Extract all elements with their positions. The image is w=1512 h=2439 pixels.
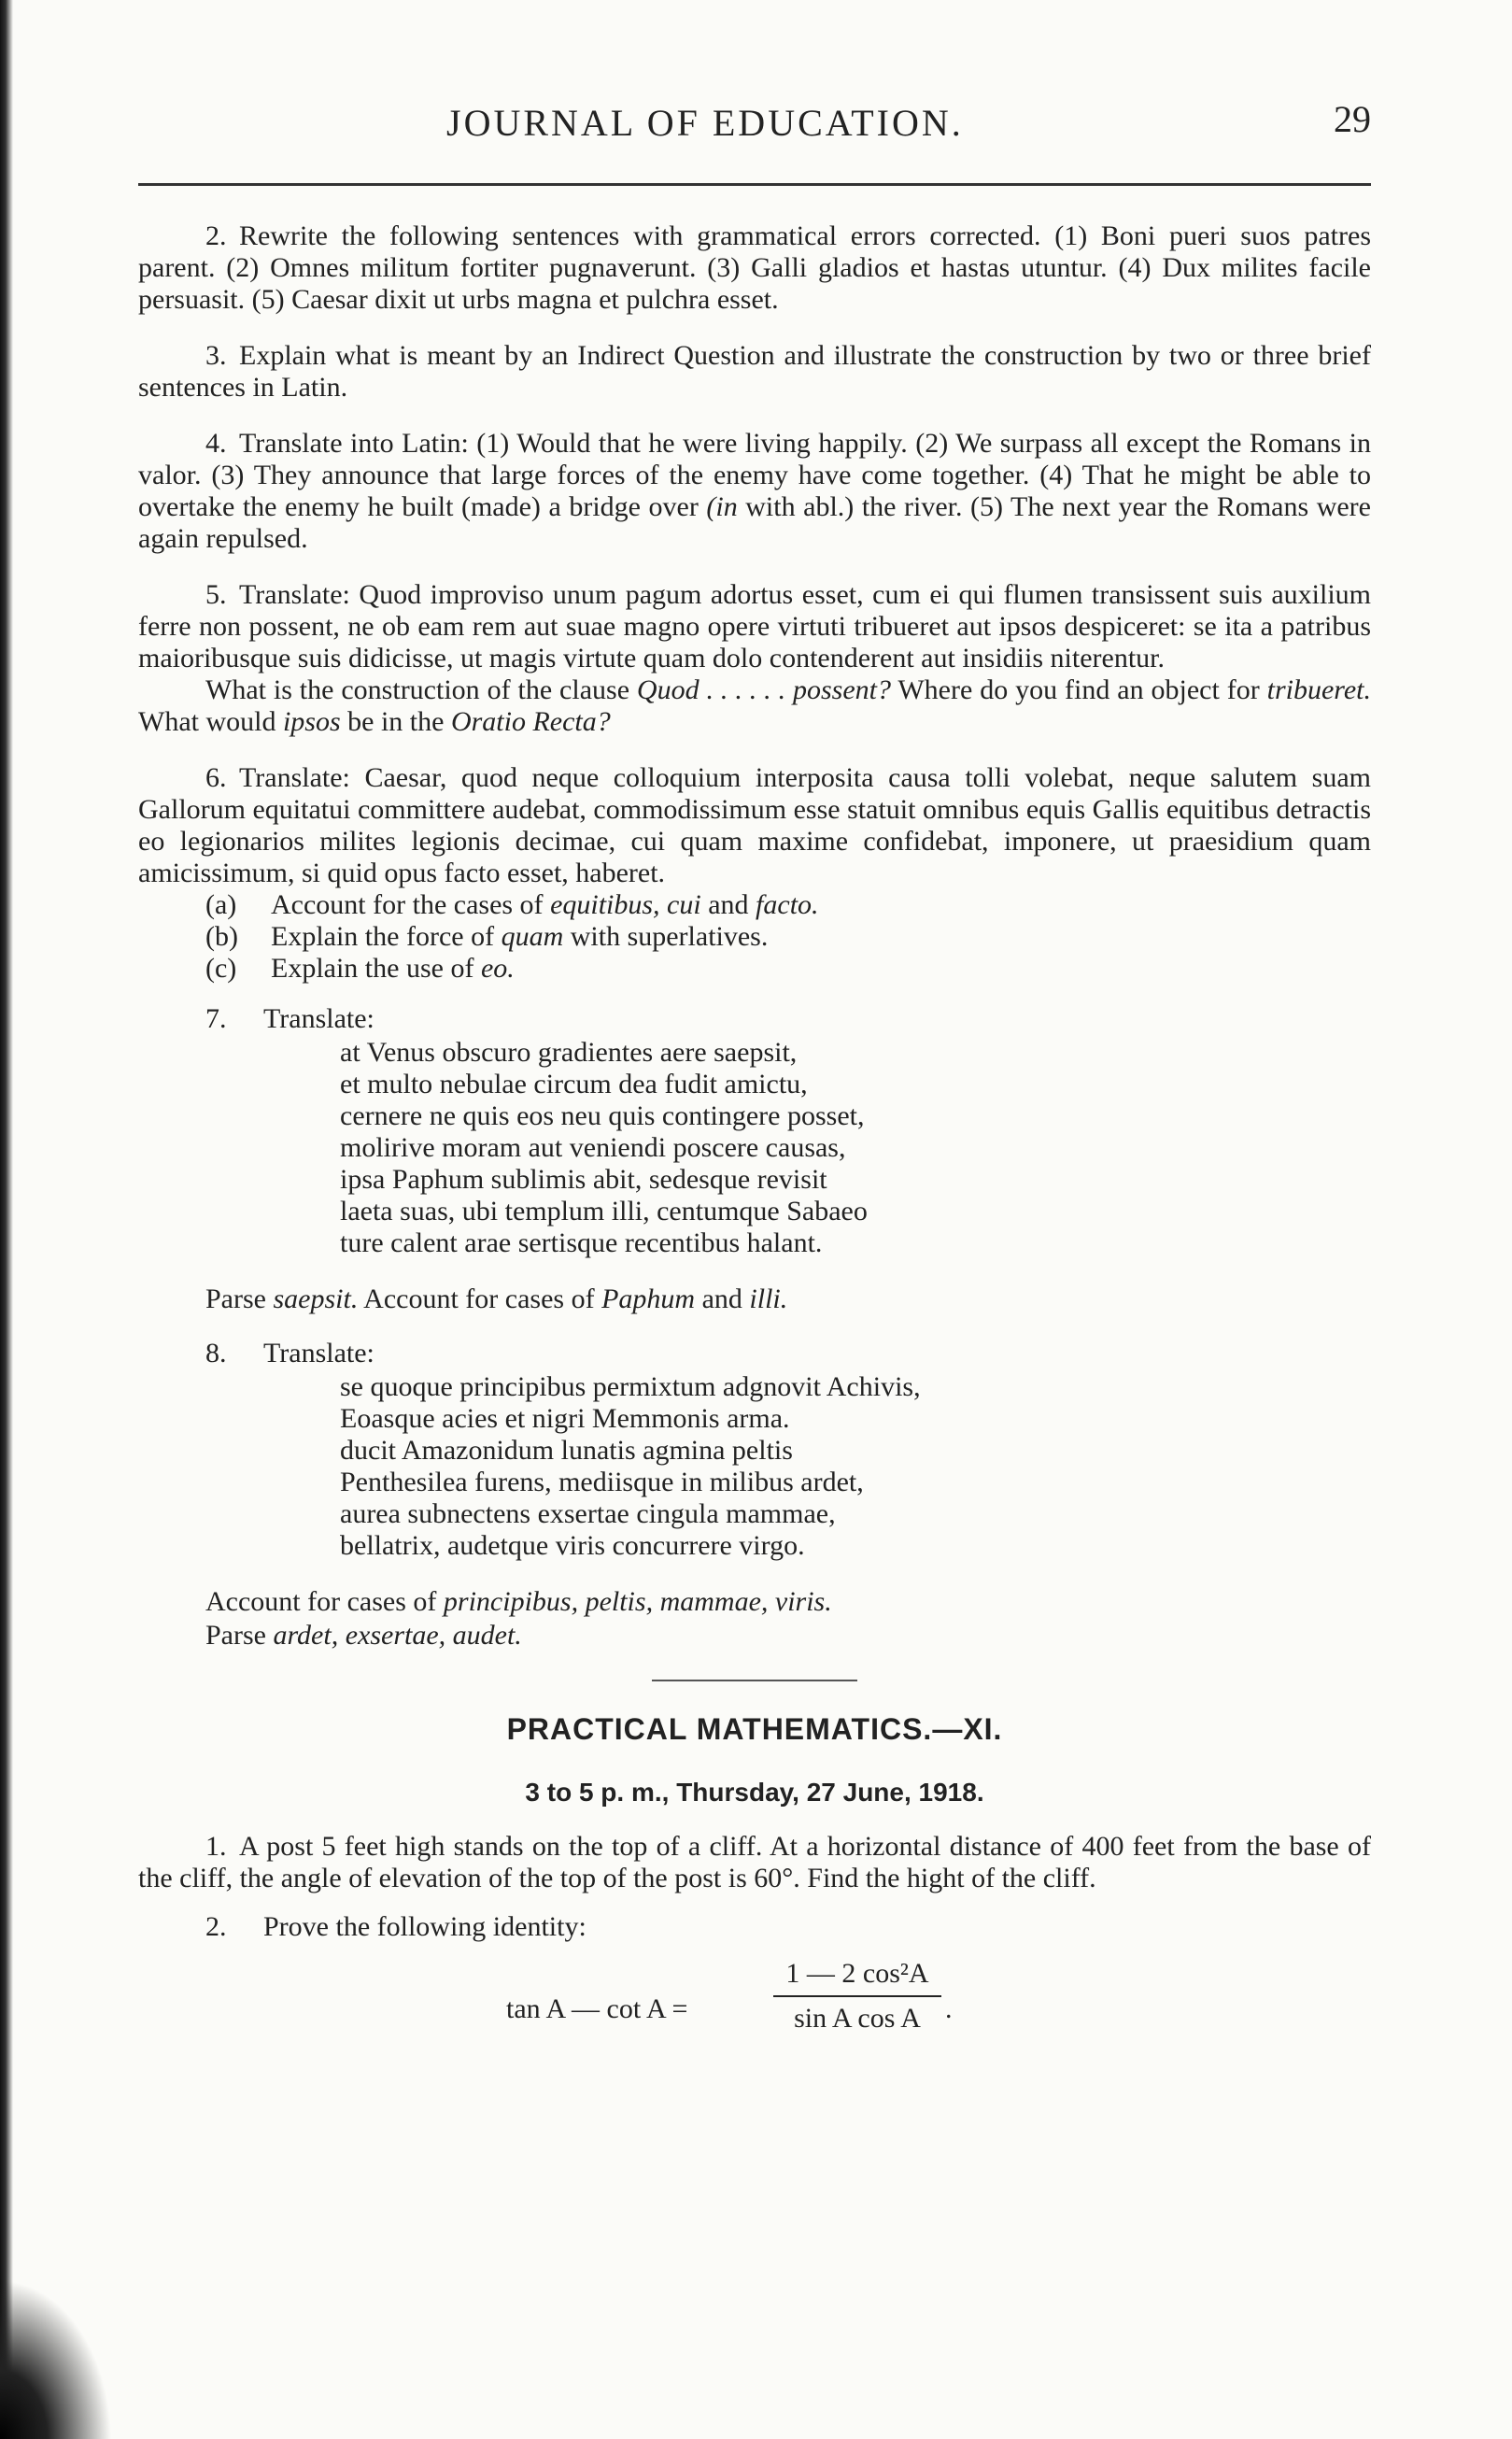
verse-line: et multo nebulae circum dea fudit amictu, — [340, 1069, 808, 1099]
journal-title: JOURNAL OF EDUCATION. — [446, 102, 964, 144]
question-6 — [138, 762, 1371, 985]
page-number: 29 — [1334, 98, 1371, 140]
sub-question-a: (a) Account for the cases of equitibus, cui and facto. — [205, 889, 819, 920]
verse-line: Penthesilea furens, mediisque in milibus ardet, — [340, 1467, 864, 1497]
question-text: Translate into Latin: (1) Would that he were living happily. (2) We surpass all except the Romans in valor. (3) They announce that large forces of the enemy have come together. (4) That he might be able to overtake the enemy he built (made) a bridge over — [138, 428, 1371, 522]
verse-line: Eoasque acies et nigri Memmonis arma. — [340, 1403, 790, 1434]
verse-line: ture calent arae sertisque recentibus halant. — [340, 1227, 823, 1258]
question-5-sub: What is the construction of the clause Quod . . . . . . possent? Where do you find an object for tribueret. What would ipsos be in the Oratio Recta? — [138, 674, 1371, 737]
question-heading: 8. Translate: — [205, 1338, 374, 1368]
parse-instruction: Parse saepsit. Account for cases of Paphum and illi. — [205, 1283, 788, 1314]
question-text: Translate: Quod improviso unum pagum adortus esset, cum ei qui flumen transissent suis auxilium ferre non possent, ne ob eam rem aut suae magno opere virtuti tribueret aut ipsos despiceret: se ita a patribus maioribusque suis didicisse, ut magis virtute quam dolo contenderent aut insidiis niterentur. — [138, 579, 1371, 674]
verse-block — [340, 1371, 1371, 1562]
verse-line: at Venus obscuro gradientes aere saepsit, — [340, 1037, 798, 1068]
question-number: 3. — [205, 340, 227, 371]
header-rule — [138, 183, 1371, 186]
question-7 — [138, 1003, 1371, 1315]
question-5 — [138, 579, 1371, 738]
verse-line: laeta suas, ubi templum illi, centumque Sabaeo — [340, 1196, 868, 1227]
question-3 — [138, 340, 1371, 404]
question-heading: 2. Prove the following identity: — [205, 1911, 586, 1942]
verse-line: molirive moram aut veniendi poscere causas, — [340, 1132, 846, 1163]
question-text: Translate: Caesar, quod neque colloquium interposita causa tolli volebat, neque salutem suam Gallorum equitatui committere audebat, commodissimum esse statuit omnibus equis Gallis equitibus detractis eo legionarios milites legionis decimae, cui quam maxime confidebat, imponere, ut praesidium quam amicissimum, si quid opus facto esset, haberet. — [138, 762, 1371, 888]
formula-fraction — [773, 1958, 941, 2035]
sub-question-c: (c) Explain the use of eo. — [205, 953, 515, 984]
italic-word: (in — [706, 491, 738, 522]
page-body — [138, 220, 1371, 2051]
question-text: Explain what is meant by an Indirect Question and illustrate the construction by two or three brief sentences in Latin. — [138, 340, 1371, 403]
scan-left-edge — [0, 0, 13, 2439]
formula-lhs: tan A — cot A = — [506, 1993, 688, 2024]
question-heading: 7. Translate: — [205, 1003, 374, 1034]
section-subtitle: 3 to 5 p. m., Thursday, 27 June, 1918. — [525, 1778, 984, 1807]
question-number: 4. — [205, 428, 227, 459]
verse-line: se quoque principibus permixtum adgnovit Achivis, — [340, 1371, 921, 1402]
math-question-2 — [138, 1911, 1371, 2051]
parse-instruction: Parse ardet, exsertae, audet. — [205, 1620, 522, 1651]
verse-block — [340, 1037, 1371, 1259]
account-instruction: Account for cases of principibus, peltis, mammae, viris. — [205, 1586, 832, 1617]
question-number: 6. — [205, 762, 227, 793]
verse-line: ipsa Paphum sublimis abit, sedesque revisit — [340, 1164, 827, 1195]
verse-line: bellatrix, audetque viris concurrere virgo. — [340, 1530, 805, 1561]
formula-period: . — [945, 1993, 953, 2024]
question-text-cont: with abl.) the river. (5) The next year the Romans were again repulsed. — [138, 491, 1371, 554]
running-header — [138, 98, 1371, 157]
math-question-1 — [138, 1831, 1371, 1894]
question-4 — [138, 428, 1371, 555]
section-divider — [652, 1680, 857, 1681]
question-text: Rewrite the following sentences with grammatical errors corrected. (1) Boni pueri suos patres parent. (2) Omnes militum fortiter pugnaverunt. (3) Galli gladios et hastas utuntur. (4) Dux milites facile persuasit. (5) Caesar dixit ut urbs magna et pulchra esset. — [138, 220, 1371, 315]
question-number: 2. — [205, 220, 227, 251]
fraction-numerator: 1 — 2 cos²A — [773, 1958, 941, 1997]
scan-corner-shadow — [0, 2279, 112, 2439]
section-title: PRACTICAL MATHEMATICS.—XI. — [506, 1712, 1003, 1746]
sub-question-b: (b) Explain the force of quam with superlatives. — [205, 921, 769, 952]
question-8 — [138, 1338, 1371, 1652]
question-number: 5. — [205, 579, 227, 610]
identity-formula — [138, 1958, 1371, 2051]
question-2 — [138, 220, 1371, 316]
verse-line: aurea subnectens exsertae cingula mammae, — [340, 1498, 836, 1529]
question-text: A post 5 feet high stands on the top of a cliff. At a horizontal distance of 400 feet from the base of the cliff, the angle of elevation of the top of the post is 60°. Find the hight of the cliff. — [138, 1831, 1371, 1893]
question-number: 1. — [205, 1831, 227, 1862]
fraction-denominator: sin A cos A — [794, 2003, 921, 2034]
verse-line: ducit Amazonidum lunatis agmina peltis — [340, 1435, 793, 1466]
verse-line: cernere ne quis eos neu quis contingere posset, — [340, 1100, 865, 1131]
